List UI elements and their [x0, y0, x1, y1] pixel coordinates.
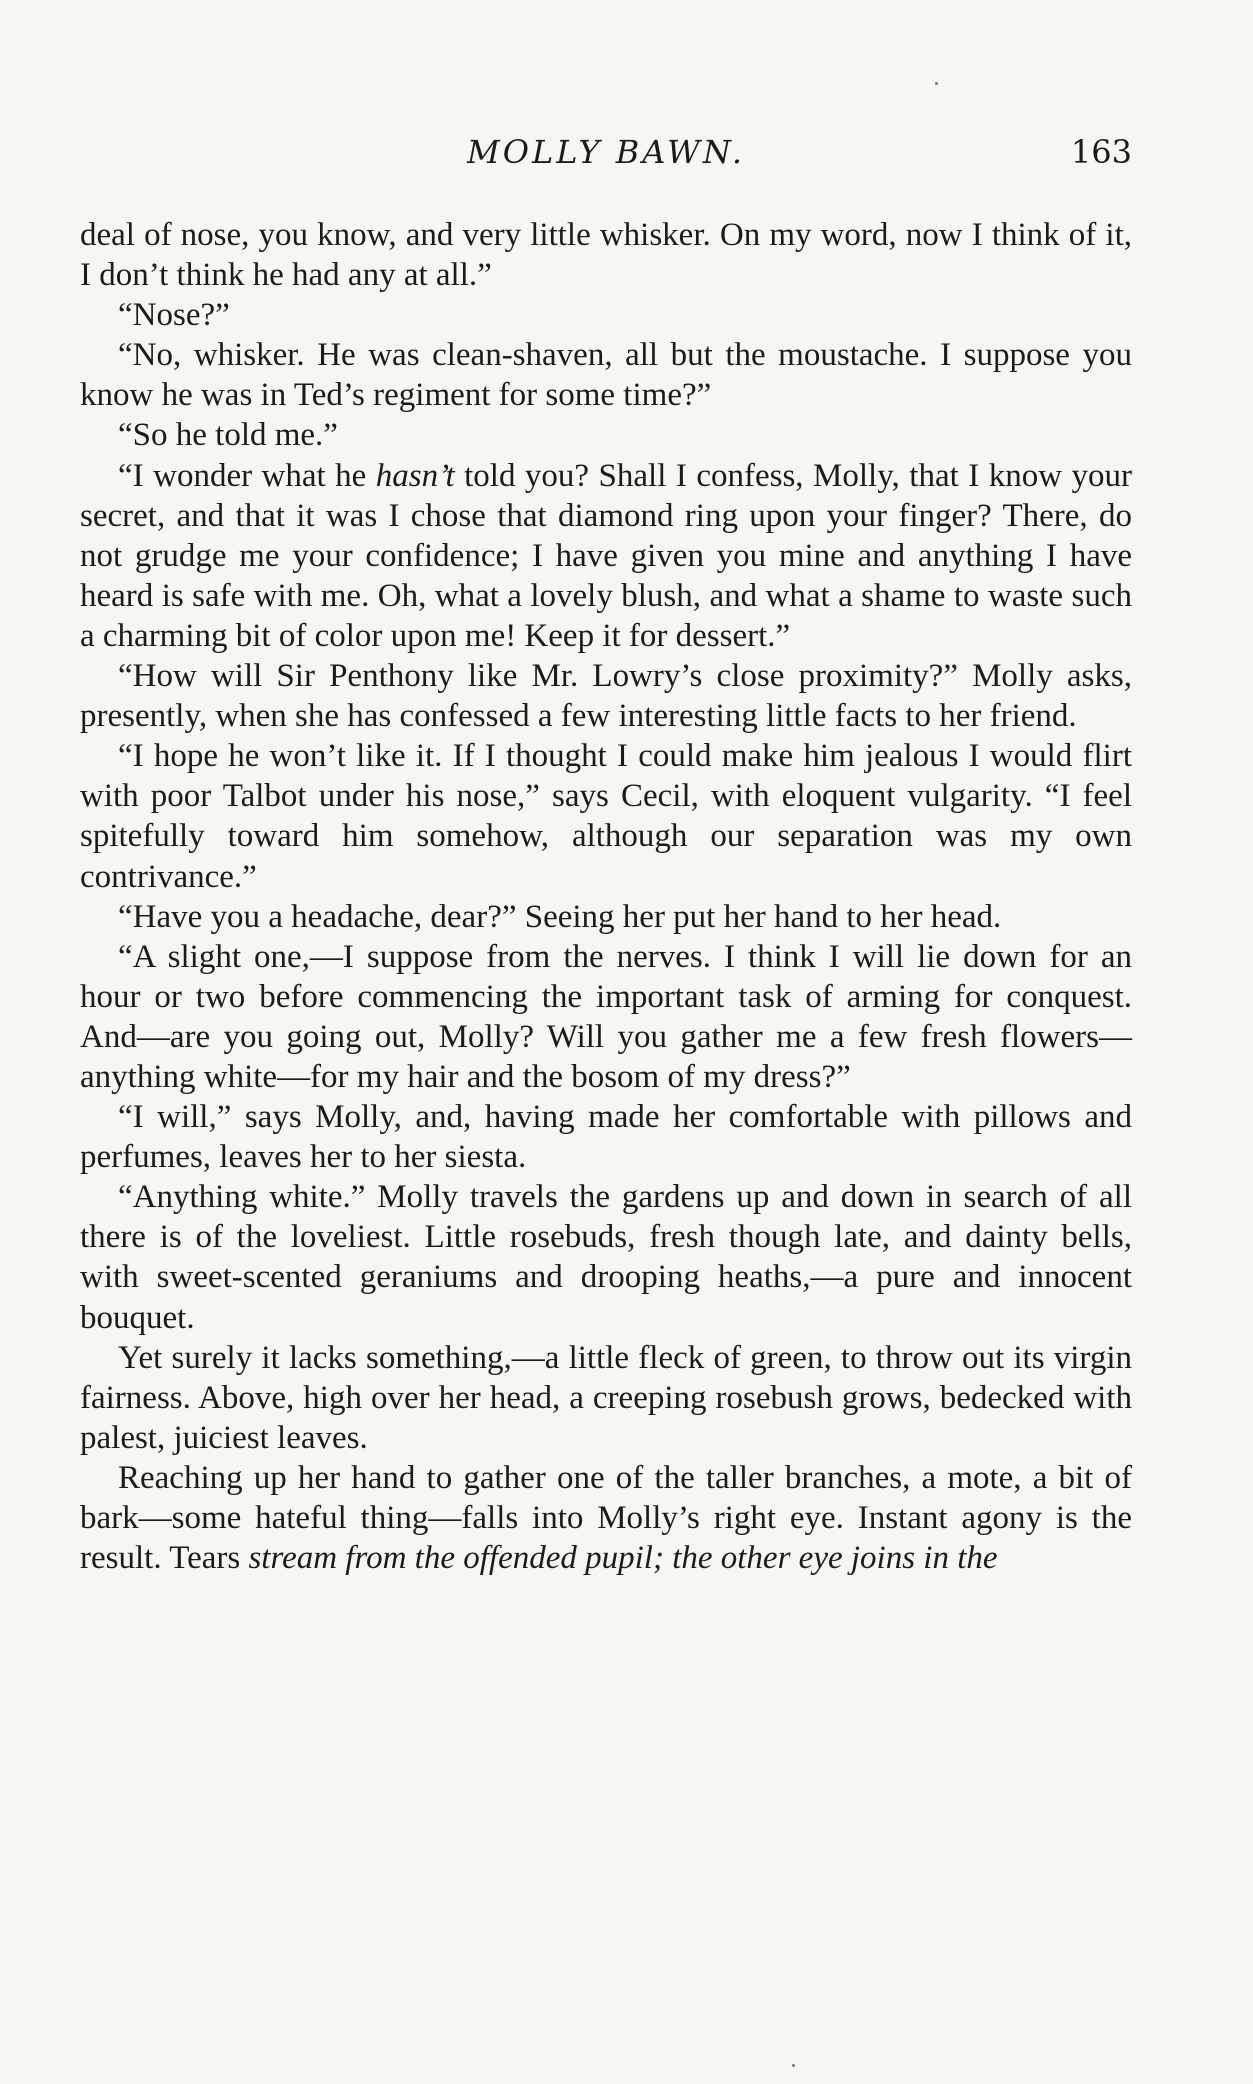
emphasis-run: hasn’t: [375, 457, 455, 494]
paragraph: “Anything white.” Molly travels the gardens up and down in search of all there is of the loveliest. Little rosebuds, fresh though late, and dainty bells, with sweet-scented geraniums and drooping heaths,—a pure and innocent bouquet.: [80, 1179, 1132, 1336]
paragraph: “Nose?”: [118, 297, 230, 334]
paragraph: “So he told me.”: [118, 417, 338, 454]
paragraph: [80, 1458, 1132, 1578]
text-run: told you? Shall I confess, Molly, that I know your secret, and that it was I chose that diamond ring upon your finger? There, do not grudge me your confidence; I have given you mine and anything I have heard is safe with me. Oh, what a lovely blush, and what a shame to waste such a charming bit of color upon me! Keep it for dessert.”: [80, 457, 1132, 654]
paragraph: [80, 456, 1132, 656]
page-number: 163: [1070, 133, 1132, 171]
paragraph: “I hope he won’t like it. If I thought I could make him jealous I would flirt with poor Talbot under his nose,” says Cecil, with eloquent vulgarity. “I feel spitefully toward him somehow, although our separation was my own contrivance.”: [80, 738, 1132, 895]
emphasis-run: stream from the offended pupil; the other eye joins in the: [248, 1540, 998, 1577]
paragraph: “I will,” says Molly, and, having made her comfortable with pillows and perfumes, leaves her to her siesta.: [80, 1099, 1132, 1176]
page-header: [80, 128, 1132, 176]
paragraph: “How will Sir Penthony like Mr. Lowry’s close proximity?” Molly asks, presently, when she has confessed a few interesting little facts to her friend.: [80, 658, 1132, 735]
paper-speck: [792, 2064, 795, 2067]
paragraph: “Have you a headache, dear?” Seeing her put her hand to her head.: [118, 898, 1002, 935]
paragraph: Yet surely it lacks something,—a little fleck of green, to throw out its virgin fairness. Above, high over her head, a creeping rosebush grows, bedecked with palest, juiciest leaves.: [80, 1339, 1132, 1456]
paper-speck: [935, 82, 938, 85]
running-title: MOLLY BAWN.: [466, 133, 746, 171]
paragraph: “A slight one,—I suppose from the nerves. I think I will lie down for an hour or two before commencing the important task of arming for conquest. And—are you going out, Molly? Will you gather me a few fresh flowers—anything white—for my hair and the bosom of my dress?”: [80, 938, 1132, 1095]
paragraph: “No, whisker. He was clean-shaven, all but the moustache. I suppose you know he was in Ted’s regiment for some time?”: [80, 337, 1132, 414]
body-text: [80, 215, 1132, 1578]
text-run: “I wonder what he: [118, 457, 376, 494]
paragraph: deal of nose, you know, and very little whisker. On my word, now I think of it, I don’t think he had any at all.”: [80, 217, 1132, 294]
text-run: Reaching up her hand to gather one of the taller branches, a mote, a bit of bark—some hateful thing—falls into Molly’s right eye. Instant agony is the result. Tears: [80, 1459, 1132, 1577]
